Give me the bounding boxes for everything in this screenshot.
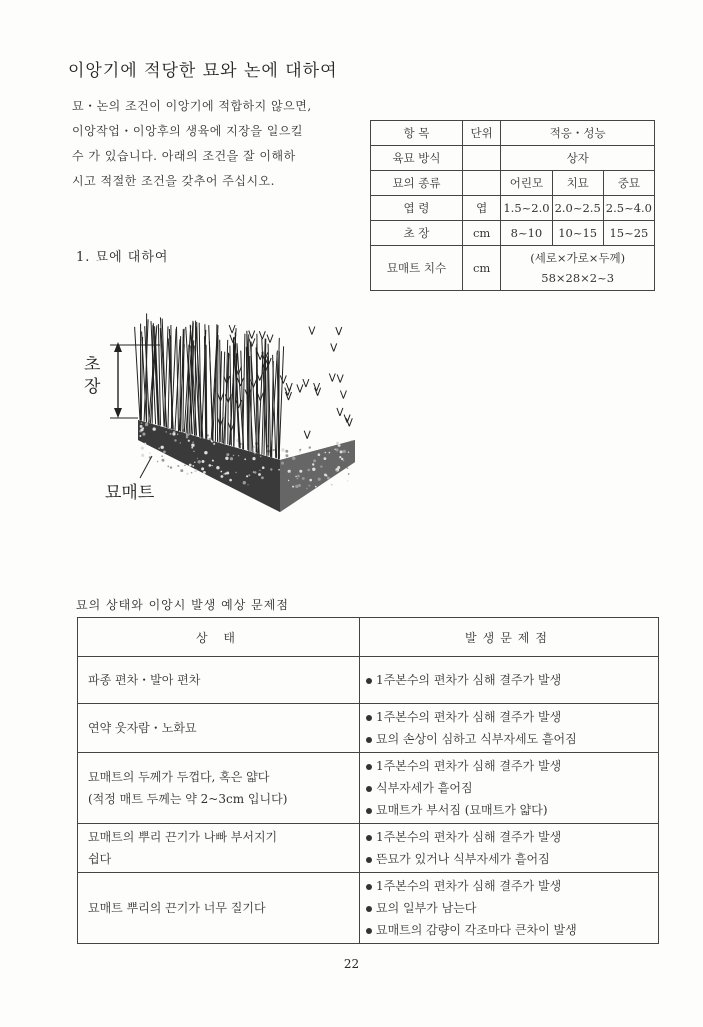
- soil-speckle: [186, 433, 189, 436]
- soil-speckle: [191, 447, 193, 449]
- state-line: 묘매트 뿌리의 끈기가 너무 질기다: [88, 901, 266, 915]
- grass-tuft: [249, 338, 255, 346]
- soil-speckle: [318, 478, 321, 481]
- grass-tuft: [267, 335, 273, 343]
- soil-speckle: [204, 451, 207, 454]
- soil-speckle: [142, 433, 145, 436]
- issue-text: 1주본수의 편차가 심해 결주가 발생: [376, 830, 562, 844]
- soil-speckle: [338, 444, 341, 447]
- soil-speckle: [141, 422, 143, 424]
- problem-row: [78, 753, 659, 824]
- spec-unit: cm: [462, 246, 500, 291]
- spec-item: 육묘 방식: [371, 146, 463, 171]
- problem-state: [78, 704, 360, 753]
- soil-speckle: [216, 466, 219, 469]
- soil-speckle: [140, 425, 143, 428]
- soil-speckle: [261, 476, 264, 479]
- issue-item: [366, 826, 658, 848]
- grass-tuft: [297, 384, 303, 392]
- grass-blade: [206, 345, 207, 440]
- soil-speckle: [165, 431, 167, 433]
- issue-text: 1주본수의 편차가 심해 결주가 발생: [376, 879, 562, 893]
- soil-speckle: [295, 476, 297, 478]
- soil-speckle: [244, 458, 246, 460]
- soil-speckle: [337, 466, 340, 469]
- issue-item: [366, 728, 658, 750]
- soil-speckle: [161, 455, 163, 457]
- soil-speckle: [292, 457, 296, 461]
- state-line: 묘매트의 뿌리 끈기가 나빠 부서지기: [88, 830, 278, 844]
- intro-line: 이앙작업・이앙후의 생육에 지장을 일으킬: [72, 124, 304, 138]
- problem-state: [78, 873, 360, 944]
- soil-speckle: [299, 450, 300, 451]
- soil-speckle: [153, 427, 156, 430]
- soil-speckle: [292, 486, 294, 488]
- soil-speckle: [348, 473, 350, 475]
- issue-text: 1주본수의 편차가 심해 결주가 발생: [376, 759, 562, 773]
- issue-item: [366, 919, 658, 941]
- soil-speckle: [238, 455, 239, 456]
- soil-speckle: [327, 477, 330, 480]
- spec-value: 상자: [501, 146, 655, 171]
- soil-speckle: [243, 481, 246, 484]
- page-title: 이앙기에 적당한 묘와 논에 대하여: [68, 61, 338, 81]
- grass-tuft: [336, 327, 342, 335]
- problem-state: [78, 657, 360, 704]
- spec-item: 묘매트 치수: [371, 246, 463, 291]
- soil-speckle: [145, 423, 148, 426]
- grass-tuft: [280, 375, 286, 383]
- soil-speckle: [201, 467, 204, 470]
- soil-speckle: [281, 448, 284, 451]
- soil-speckle: [288, 480, 289, 481]
- soil-speckle: [174, 439, 176, 441]
- mat-leader-line: [140, 456, 152, 478]
- bullet-icon: [366, 906, 372, 912]
- soil-speckle: [203, 471, 206, 474]
- issue-item: [366, 897, 658, 919]
- spec-value: 치묘: [552, 171, 603, 196]
- soil-speckle: [198, 460, 201, 463]
- issue-text: 식부자세가 흩어짐: [376, 781, 473, 795]
- soil-speckle: [331, 484, 332, 485]
- soil-speckle: [307, 469, 310, 472]
- state-line: 쉽다: [88, 852, 112, 866]
- seedling-spec-table: [370, 120, 655, 291]
- bullet-icon: [366, 884, 372, 890]
- spec-header-cell: 적응・성능: [501, 121, 655, 146]
- soil-speckle: [158, 447, 160, 449]
- soil-speckle: [177, 434, 178, 435]
- bullet-icon: [366, 928, 372, 934]
- state-line: (적정 매트 두께는 약 2~3cm 입니다): [88, 792, 288, 806]
- grass-tuft: [340, 391, 346, 399]
- problem-issues: [360, 753, 659, 824]
- spec-row: [371, 221, 655, 246]
- problem-row: [78, 873, 659, 944]
- problem-state: [78, 824, 360, 873]
- soil-speckle: [180, 442, 181, 443]
- soil-speckle: [169, 428, 171, 430]
- grass-blade: [225, 340, 228, 444]
- problem-issues: [360, 824, 659, 873]
- soil-speckle: [343, 450, 346, 453]
- soil-speckle: [180, 469, 183, 472]
- grass-tuft: [314, 383, 320, 391]
- intro-line: 시고 적절한 조건을 갖추어 주십시오.: [72, 174, 275, 188]
- issue-text: 뜬묘가 있거나 식부자세가 흩어짐: [376, 852, 550, 866]
- grass-blade: [273, 355, 276, 458]
- soil-speckle: [262, 466, 265, 469]
- height-arrow-head-bottom: [114, 408, 122, 418]
- bullet-icon: [366, 764, 372, 770]
- soil-speckle: [325, 452, 327, 454]
- spec-value: 2.0~2.5: [552, 196, 603, 221]
- grass-blade: [135, 327, 140, 420]
- bullet-icon: [366, 835, 372, 841]
- soil-speckle: [339, 456, 341, 458]
- soil-speckle: [247, 484, 248, 485]
- mat-dimension-value: 58×28×2~3: [541, 271, 615, 285]
- bullet-icon: [366, 737, 372, 743]
- issue-text: 묘의 손상이 심하고 식부자세도 흩어짐: [376, 732, 577, 746]
- bullet-icon: [366, 715, 372, 721]
- problem-issues: [360, 657, 659, 704]
- spec-value: 중묘: [603, 171, 654, 196]
- soil-speckle: [149, 452, 151, 454]
- soil-speckle: [163, 451, 166, 454]
- soil-speckle: [248, 474, 250, 476]
- soil-speckle: [220, 471, 222, 473]
- problem-issues: [360, 873, 659, 944]
- grass-tuft: [237, 378, 243, 386]
- spec-row: [371, 196, 655, 221]
- soil-speckle: [223, 473, 224, 474]
- issue-item: [366, 669, 658, 691]
- grass-tuft: [286, 383, 292, 391]
- soil-speckle: [202, 460, 205, 463]
- issue-item: [366, 799, 658, 821]
- soil-speckle: [336, 470, 337, 471]
- soil-speckle: [139, 435, 141, 437]
- soil-speckle: [192, 441, 194, 443]
- grass-tuft: [331, 343, 337, 351]
- grass-tuft: [303, 379, 309, 387]
- spec-value: 1.5~2.0: [501, 196, 552, 221]
- soil-speckle: [299, 470, 302, 473]
- soil-speckle: [225, 457, 228, 460]
- bullet-icon: [366, 786, 372, 792]
- soil-speckle: [343, 460, 345, 462]
- spec-row: [371, 171, 655, 196]
- grass-blade: [218, 335, 219, 442]
- soil-speckle: [189, 464, 192, 467]
- issue-text: 1주본수의 편차가 심해 결주가 발생: [376, 673, 562, 687]
- soil-speckle: [194, 469, 197, 472]
- soil-speckle: [184, 465, 186, 467]
- spec-header-cell: 단위: [462, 121, 500, 146]
- soil-speckle: [209, 464, 212, 467]
- bullet-icon: [366, 808, 372, 814]
- soil-speckle: [302, 477, 305, 480]
- height-arrow-head-top: [114, 342, 122, 352]
- spec-header-cell: 항 목: [371, 121, 463, 146]
- soil-speckle: [351, 440, 352, 441]
- problem-table: [77, 617, 659, 944]
- soil-speckle: [212, 460, 214, 462]
- spec-value: 어린모: [501, 171, 552, 196]
- spec-unit: [462, 171, 500, 196]
- soil-speckle: [309, 479, 312, 482]
- soil-speckle: [212, 465, 213, 466]
- state-line: 연약 웃자람・노화묘: [88, 721, 197, 735]
- soil-speckle: [213, 443, 215, 445]
- grass-tuft: [329, 374, 335, 382]
- soil-speckle: [312, 468, 315, 471]
- bullet-icon: [366, 857, 372, 863]
- soil-speckle: [172, 432, 175, 435]
- soil-speckle: [347, 480, 348, 481]
- mat-dimension-label: (세로×가로×두께): [530, 251, 626, 265]
- soil-speckle: [193, 451, 195, 453]
- soil-speckle: [297, 478, 299, 480]
- soil-speckle: [273, 449, 275, 451]
- issue-item: [366, 875, 658, 897]
- issue-text: 1주본수의 편차가 심해 결주가 발생: [376, 710, 562, 724]
- problem-state: [78, 753, 360, 824]
- spec-item: 초 장: [371, 221, 463, 246]
- grass-tuft: [304, 431, 310, 439]
- soil-speckle: [313, 459, 316, 462]
- soil-speckle: [246, 475, 248, 477]
- soil-speckle: [191, 472, 193, 474]
- soil-speckle: [170, 466, 172, 468]
- issue-text: 묘의 일부가 남는다: [376, 901, 477, 915]
- spec-value: 8~10: [501, 221, 552, 246]
- problem-header-row: [78, 618, 659, 657]
- soil-speckle: [197, 458, 198, 459]
- soil-speckle: [141, 447, 144, 450]
- problem-header-state: 상 태: [78, 618, 360, 657]
- grass-tuft: [337, 408, 343, 416]
- grass-blade: [209, 325, 213, 441]
- soil-speckle: [186, 436, 188, 438]
- problem-row: [78, 824, 659, 873]
- state-line: 묘매트의 두께가 두껍다, 혹은 얇다: [88, 770, 270, 784]
- soil-speckle: [285, 454, 288, 457]
- soil-speckle: [289, 472, 290, 473]
- soil-speckle: [315, 486, 317, 488]
- soil-speckle: [347, 467, 349, 469]
- spec-value: 15~25: [603, 221, 654, 246]
- grass-tuft: [257, 393, 263, 401]
- height-label: 초장: [84, 355, 101, 397]
- soil-speckle: [191, 444, 194, 447]
- seedling-mat-illustration: [70, 290, 370, 525]
- soil-speckle: [299, 451, 301, 453]
- soil-speckle: [141, 454, 144, 457]
- problem-header-issues: 발생문제점: [360, 618, 659, 657]
- spec-item: 묘의 종류: [371, 171, 463, 196]
- issue-text: 묘매트가 부서짐 (묘매트가 얇다): [376, 803, 548, 817]
- soil-speckle: [320, 465, 322, 467]
- soil-speckle: [309, 446, 311, 448]
- intro-line: 수 가 있습니다. 아래의 조건을 잘 이해하: [72, 149, 296, 163]
- soil-speckle: [254, 471, 257, 474]
- soil-speckle: [295, 485, 298, 488]
- soil-speckle: [192, 465, 194, 467]
- spec-header-row: [371, 121, 655, 146]
- soil-speckle: [162, 459, 165, 462]
- section-heading-problems: 묘의 상태와 이앙시 발생 예상 문제점: [76, 598, 289, 612]
- soil-speckle: [140, 428, 143, 431]
- soil-speckle: [233, 455, 235, 457]
- spec-unit: cm: [462, 221, 500, 246]
- soil-speckle: [235, 472, 236, 473]
- mat-label: 묘매트: [105, 483, 155, 503]
- grass-tuft: [229, 325, 235, 333]
- soil-speckle: [144, 443, 146, 445]
- grass-tuft: [309, 327, 315, 335]
- spec-value: 2.5~4.0: [603, 196, 654, 221]
- soil-speckle: [167, 466, 169, 468]
- soil-speckle: [226, 472, 229, 475]
- section-heading-seedling: 1. 묘에 대하여: [76, 250, 169, 265]
- intro-paragraph: [72, 94, 347, 194]
- spec-value: 10~15: [552, 221, 603, 246]
- soil-speckle: [230, 457, 233, 460]
- intro-line: 묘・논의 조건이 이앙기에 적합하지 않으면,: [72, 99, 312, 113]
- problem-row: [78, 704, 659, 753]
- soil-speckle: [259, 470, 260, 471]
- soil-speckle: [157, 461, 158, 462]
- issue-item: [366, 706, 658, 728]
- problem-row: [78, 657, 659, 704]
- soil-speckle: [252, 457, 255, 460]
- issue-item: [366, 755, 658, 777]
- grass-tuft: [259, 331, 265, 339]
- soil-speckle: [340, 450, 343, 453]
- soil-speckle: [229, 479, 232, 482]
- soil-speckle: [221, 475, 224, 478]
- spec-item: 엽 령: [371, 196, 463, 221]
- spec-row: [371, 246, 655, 291]
- grass-blade: [233, 338, 234, 447]
- issue-text: 묘매트의 감량이 각조마다 큰차이 발생: [376, 923, 577, 937]
- soil-speckle: [254, 453, 256, 455]
- soil-speckle: [326, 475, 328, 477]
- soil-speckle: [194, 462, 195, 463]
- soil-speckle: [341, 458, 343, 460]
- spec-unit: [462, 146, 500, 171]
- problem-issues: [360, 704, 659, 753]
- soil-speckle: [306, 488, 307, 489]
- soil-speckle: [177, 465, 179, 467]
- soil-speckle: [318, 453, 321, 456]
- soil-speckle: [281, 462, 284, 465]
- soil-speckle: [312, 463, 314, 465]
- grass-tuft: [249, 331, 255, 339]
- soil-speckle: [278, 469, 280, 471]
- soil-speckle: [209, 438, 211, 440]
- soil-speckle: [226, 453, 229, 456]
- soil-speckle: [270, 468, 272, 470]
- page-number: 22: [343, 957, 360, 971]
- soil-speckle: [308, 485, 310, 487]
- soil-speckle: [161, 446, 164, 449]
- spec-value: [501, 246, 655, 291]
- grass-blade: [228, 353, 229, 445]
- soil-speckle: [225, 473, 227, 475]
- soil-speckle: [329, 452, 331, 454]
- grass-tuft: [337, 375, 343, 383]
- grass-blade: [195, 321, 196, 436]
- issue-item: [366, 848, 658, 870]
- soil-speckle: [186, 473, 188, 475]
- soil-speckle: [170, 433, 172, 435]
- soil-speckle: [258, 473, 261, 476]
- soil-speckle: [188, 440, 190, 442]
- soil-speckle: [324, 457, 327, 460]
- spec-row: [371, 146, 655, 171]
- spec-unit: 엽: [462, 196, 500, 221]
- issue-item: [366, 777, 658, 799]
- grass-blade: [180, 336, 181, 431]
- state-line: 파종 편차・발아 편차: [88, 673, 201, 687]
- soil-speckle: [336, 448, 339, 451]
- soil-speckle: [285, 450, 288, 453]
- soil-speckle: [297, 475, 300, 478]
- bullet-icon: [366, 678, 372, 684]
- soil-speckle: [260, 456, 262, 458]
- soil-speckle: [348, 452, 349, 453]
